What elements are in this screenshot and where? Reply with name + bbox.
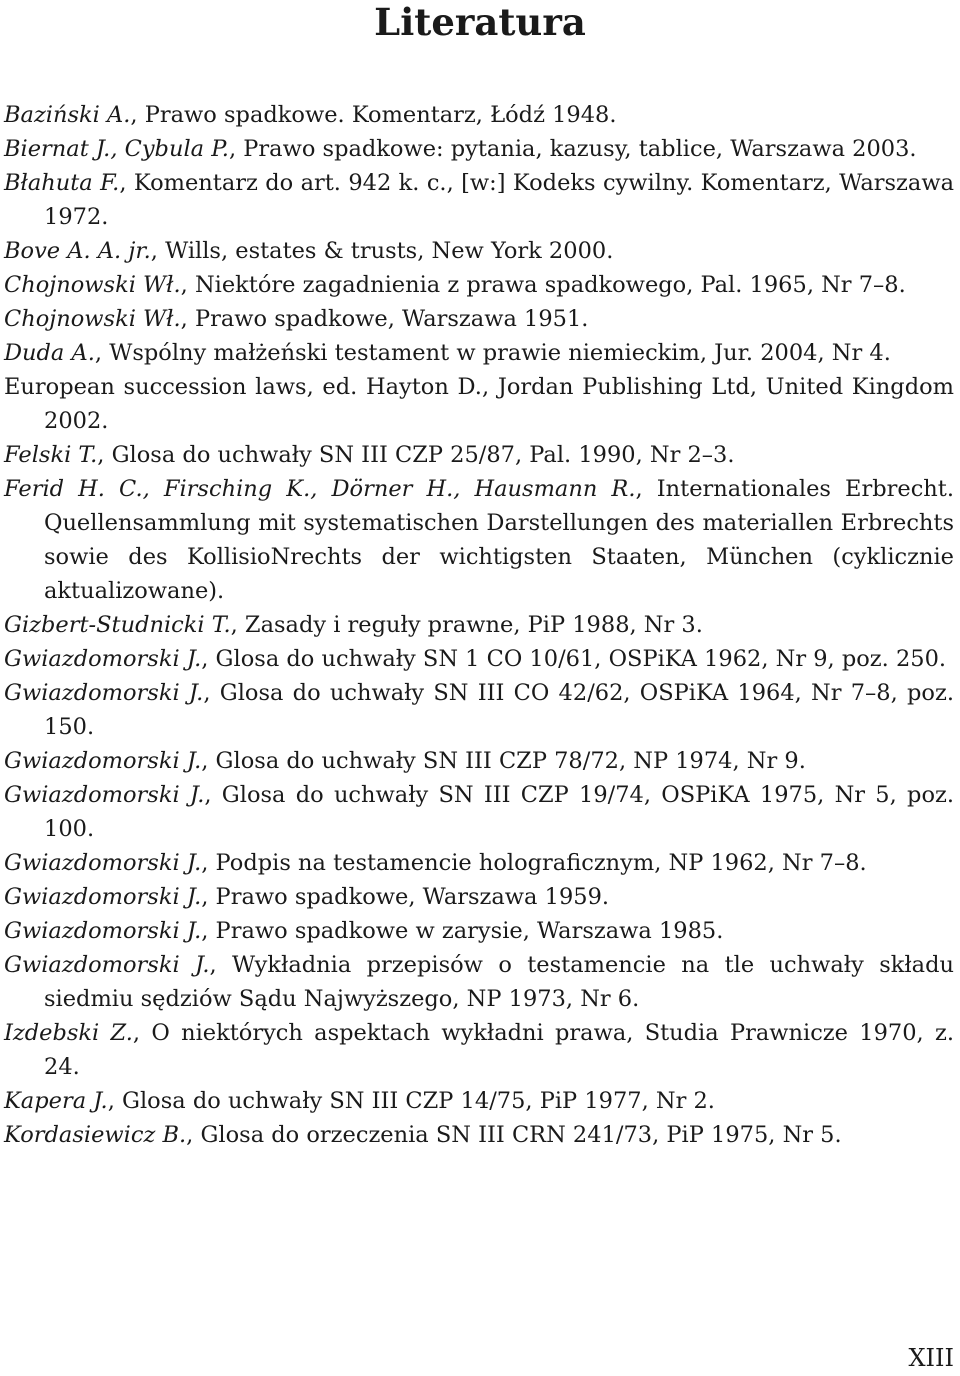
entry-author: Baziński A. <box>4 102 131 128</box>
bibliography-entry <box>4 132 954 166</box>
entry-citation: , Prawo spadkowe w zarysie, Warszawa 1985. <box>201 918 724 944</box>
entry-author: Gwiazdomorski J. <box>4 952 210 978</box>
entry-author: Gwiazdomorski J. <box>4 748 202 774</box>
bibliography-entry <box>4 234 954 268</box>
entry-citation: , Glosa do uchwały SN III CZP 19/74, OSPiKA 1975, Nr 5, poz. 100. <box>44 782 954 842</box>
entry-citation: , Prawo spadkowe. Komentarz, Łódź 1948. <box>130 102 617 128</box>
entry-author: Gwiazdomorski J. <box>4 646 202 672</box>
bibliography-entry <box>4 914 954 948</box>
bibliography-entry <box>4 744 954 778</box>
entry-author: Gizbert-Studnicki T. <box>4 612 231 638</box>
entry-author: Chojnowski Wł. <box>4 306 181 332</box>
bibliography-entry <box>4 268 954 302</box>
bibliography-entry <box>4 642 954 676</box>
bibliography-entry <box>4 778 954 846</box>
bibliography-entry <box>4 166 954 234</box>
page-number: XIII <box>908 1344 954 1372</box>
bibliography-entry <box>4 846 954 880</box>
entry-author: Izdebski Z. <box>4 1020 133 1046</box>
entry-citation: , Prawo spadkowe, Warszawa 1959. <box>201 884 610 910</box>
entry-author: Bove A. A. jr. <box>4 238 151 264</box>
entry-citation: , Glosa do uchwały SN III CZP 14/75, PiP 1977, Nr 2. <box>107 1088 715 1114</box>
page-title: Literatura <box>374 0 586 44</box>
bibliography-entry <box>4 370 954 438</box>
entry-author: Ferid H. C., Firsching K., Dörner H., Hausmann R. <box>4 476 636 502</box>
entry-citation: , Glosa do orzeczenia SN III CRN 241/73, PiP 1975, Nr 5. <box>186 1122 842 1148</box>
entry-citation: , Prawo spadkowe: pytania, kazusy, tablice, Warszawa 2003. <box>228 136 917 162</box>
bibliography-entry <box>4 302 954 336</box>
entry-citation: , Zasady i reguły prawne, PiP 1988, Nr 3. <box>230 612 703 638</box>
entry-author: Felski T. <box>4 442 98 468</box>
entry-citation: , Prawo spadkowe, Warszawa 1951. <box>180 306 589 332</box>
entry-citation: , Wspólny małżeński testament w prawie niemieckim, Jur. 2004, Nr 4. <box>94 340 891 366</box>
bibliography-list <box>4 98 954 1152</box>
entry-author: Gwiazdomorski J. <box>4 918 202 944</box>
entry-citation: , Wills, estates & trusts, New York 2000. <box>150 238 614 264</box>
entry-citation: , Komentarz do art. 942 k. c., [w:] Kodeks cywilny. Komentarz, Warszawa 1972. <box>44 170 955 230</box>
entry-author: Chojnowski Wł. <box>4 272 181 298</box>
bibliography-entry <box>4 1118 954 1152</box>
bibliography-entry <box>4 948 954 1016</box>
bibliography-entry <box>4 676 954 744</box>
bibliography-entry <box>4 880 954 914</box>
entry-author: Gwiazdomorski J. <box>4 782 205 808</box>
entry-citation: , Glosa do uchwały SN III CZP 78/72, NP 1974, Nr 9. <box>201 748 806 774</box>
entry-citation: , Glosa do uchwały SN III CO 42/62, OSPiKA 1964, Nr 7–8, poz. 150. <box>44 680 954 740</box>
entry-citation: , Podpis na testamencie holograficznym, NP 1962, Nr 7–8. <box>201 850 867 876</box>
entry-author: Duda A. <box>4 340 95 366</box>
entry-citation: , Glosa do uchwały SN III CZP 25/87, Pal. 1990, Nr 2–3. <box>97 442 735 468</box>
bibliography-entry <box>4 472 954 608</box>
entry-author: Błahuta F. <box>4 170 120 196</box>
bibliography-entry <box>4 1016 954 1084</box>
entry-citation: , O niektórych aspektach wykładni prawa, Studia Prawnicze 1970, z. 24. <box>44 1020 954 1080</box>
entry-author: Biernat J., Cybula P. <box>4 136 229 162</box>
entry-author: Gwiazdomorski J. <box>4 850 202 876</box>
entry-author: Gwiazdomorski J. <box>4 884 202 910</box>
entry-citation: , Niektóre zagadnienia z prawa spadkowego, Pal. 1965, Nr 7–8. <box>180 272 906 298</box>
entry-citation: European succession laws, ed. Hayton D., Jordan Publishing Ltd, United Kingdom 2002. <box>4 374 954 434</box>
entry-citation: , Glosa do uchwały SN 1 CO 10/61, OSPiKA 1962, Nr 9, poz. 250. <box>201 646 947 672</box>
entry-author: Gwiazdomorski J. <box>4 680 204 706</box>
bibliography-entry <box>4 1084 954 1118</box>
entry-citation: , Internationales Erbrecht. Quellensammlung mit systematischen Darstellungen des materiallen Erbrechts sowie des KollisioNrechts der wichtigsten Staaten, München (cyklicznie aktualizowane). <box>44 476 954 604</box>
bibliography-entry <box>4 98 954 132</box>
entry-citation: , Wykładnia przepisów o testamencie na tle uchwały składu siedmiu sędziów Sądu Najwyższego, NP 1973, Nr 6. <box>44 952 954 1012</box>
entry-author: Kordasiewicz B. <box>4 1122 187 1148</box>
bibliography-entry <box>4 336 954 370</box>
entry-author: Kapera J. <box>4 1088 108 1114</box>
bibliography-entry <box>4 608 954 642</box>
bibliography-entry <box>4 438 954 472</box>
